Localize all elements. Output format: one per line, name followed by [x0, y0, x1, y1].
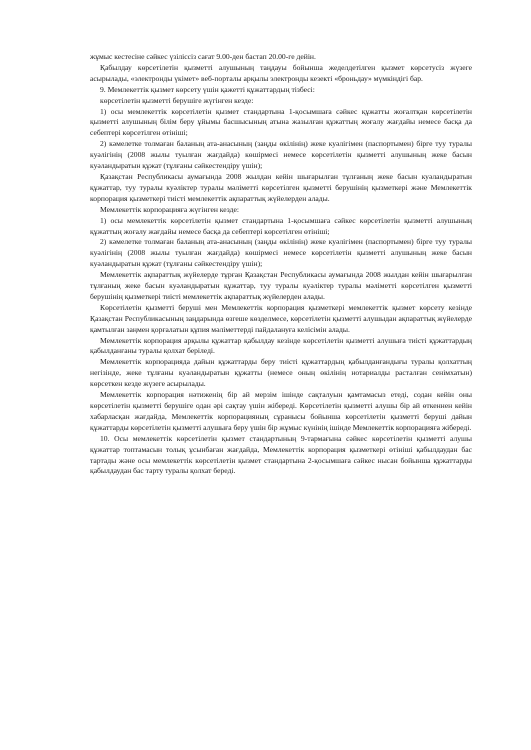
paragraph-9: 1) осы мемлекеттік көрсетілетін қызмет стандартына 1-қосымшаға сәйкес көрсетілетін қызметті алушының құжаттың жоғалу жағдайы немесе басқа да себептері көрсетілген өтініші;	[90, 215, 472, 236]
paragraph-16: 10. Осы мемлекеттік көрсетілетін қызмет стандартының 9-тармағына сәйкес көрсетілетін қызметті алушы құжаттар топтамасын толық ұсынбаған жағдайда, Мемлекеттік корпорация қызметкері өтініші қабылдаудан бас тартады және осы мемлекеттік көрсетілетін қызмет стандартына 2-қосымшаға сәйкес нысан бойынша құжаттарды қабылдаудан бас тарту туралы қолхат береді.	[90, 433, 472, 476]
paragraph-14: Мемлекеттік корпорацияда дайын құжаттарды беру тиісті құжаттардың қабылданғандығы туралы қолхаттың негізінде, жеке тұлғаны куәландыратын құжатты (немесе оның өкілінің нотариалды расталған сенімхатын) көрсеткен кезде жүзеге асырылады.	[90, 357, 472, 389]
paragraph-3: 9. Мемлекеттік қызмет көрсету үшін қажетті құжаттардың тізбесі:	[100, 84, 315, 94]
document-page	[90, 52, 472, 477]
paragraph-4: көрсетілетін қызметті берушіге жүгінген кезде:	[100, 95, 254, 105]
paragraph-12: Көрсетілетін қызметті беруші мен Мемлекеттік корпорация қызметкері мемлекеттік қызмет көрсету кезінде Қазақстан Республикасының заңдарында өзгеше көзделмесе, көрсетілетін қызметті алушыдан ақпараттық жүйелерде қамтылған заңмен қорғалатын құпия мәліметтерді пайдалануға келісімін алады.	[90, 302, 472, 334]
paragraph-1: жұмыс кестесіне сәйкес үзіліссіз сағат 9.00-ден бастап 20.00-ге дейін.	[90, 52, 316, 61]
paragraph-6: 2) кәмелетке толмаған баланың ата-анасының (заңды өкілінің) жеке куәлігімен (паспортымен) бірге туу туралы куәлігінің (2008 жылы туылған жағдайда) көшірмесі немесе көрсетілетін қызметті алушының жеке басын куәландыратын құжат (тұлғаны сәйкестендіру үшін);	[90, 139, 472, 171]
paragraph-8: Мемлекеттік корпорацияға жүгінген кезде:	[100, 204, 239, 214]
paragraph-7: Қазақстан Республикасы аумағында 2008 жылдан кейін шығарылған тұлғаның жеке басын куәландыратын құжаттар, туу туралы куәліктер туралы мәліметті көрсетілген қызметті берушінің қызметкері және Мемлекеттік корпорация қызметкері тиісті мемлекеттік ақпараттық жүйелерден алады.	[90, 171, 472, 203]
paragraph-15: Мемлекеттік корпорация нәтиженің бір ай мерзім ішінде сақталуын қамтамасыз етеді, содан кейін оны көрсетілетін қызметті берушіге одан әрі сақтау үшін жібереді. Көрсетілетін қызметті алушы бір ай өткеннен кейін хабарласқан жағдайда, Мемлекеттік корпорацияның сұранысы бойынша көрсетілетін қызметті беруші дайын құжаттарды көрсетілетін қызметті алушыға беру үшін бір жұмыс күнінің ішінде Мемлекеттік корпорацияға жібереді.	[90, 390, 472, 432]
paragraph-2: Қабылдау көрсетілетін қызметті алушының таңдауы бойынша жеделдетілген қызмет көрсетусіз жүзеге асырылады, «электронды үкімет» веб-порталы арқылы электронды кезекті «броньдау» мүмкіндігі бар.	[90, 62, 472, 83]
paragraph-13: Мемлекеттік корпорация арқылы құжаттар қабылдау кезінде көрсетілетін қызметті алушыға тиісті құжаттардың қабылданғаны туралы қолхат беріледі.	[90, 335, 472, 356]
paragraph-5: 1) осы мемлекеттік көрсетілетін қызмет стандартына 1-қосымшаға сәйкес құжатты жоғалтқан көрсетілетін қызметті алушының білім беру ұйымы басшысының атына жазылған құжаттың жоғалу жағдайы немесе басқа да себептері көрсетілген өтініші;	[90, 106, 472, 138]
paragraph-10: 2) кәмелетке толмаған баланың ата-анасының (заңды өкілінің) жеке куәлігімен (паспортымен) бірге туу туралы куәлігінің (2008 жылы туылған жағдайда) көшірмесі немесе көрсетілетін қызметті алушының жеке басын куәландыратын құжат (тұлғаны сәйкестендіру үшін);	[90, 237, 472, 269]
paragraph-11: Мемлекеттік ақпараттық жүйелерде тұрған Қазақстан Республикасы аумағында 2008 жылдан кейін шығарылған тұлғаның жеке басын куәландыратын құжаттар, туу туралы куәліктер туралы мәліметті көрсетілген қызметті берушінің қызметкері тиісті мемлекеттік ақпараттық жүйелерден алады.	[90, 270, 472, 301]
